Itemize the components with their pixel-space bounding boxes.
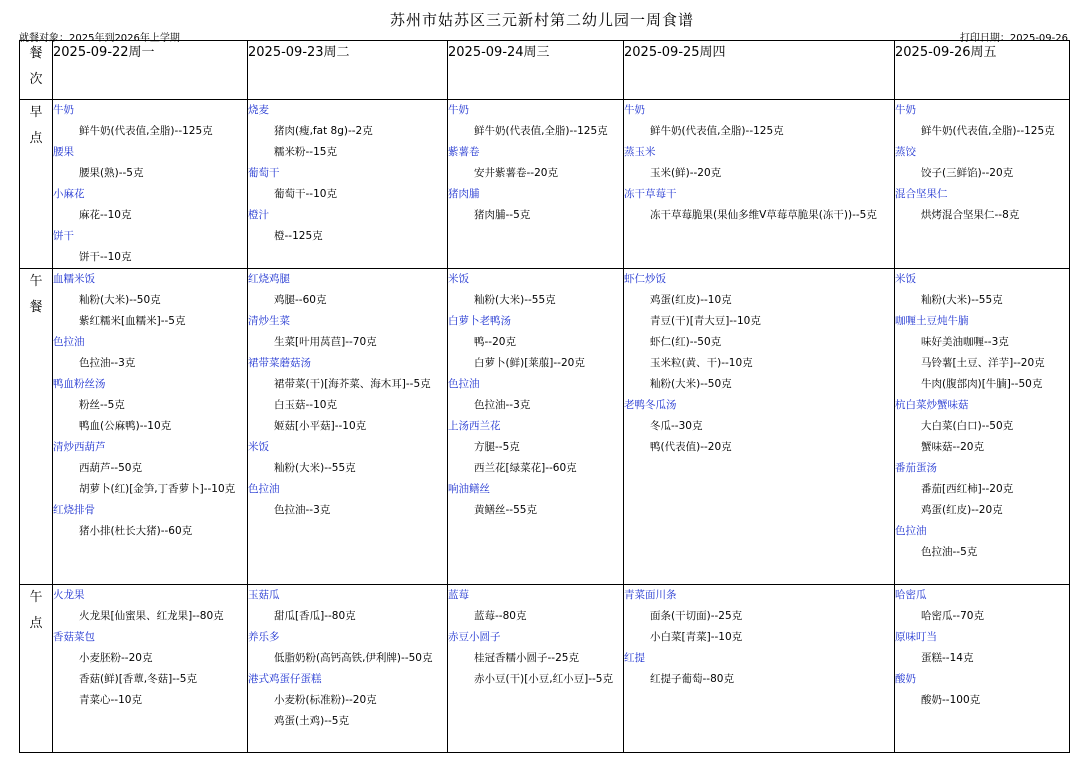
dish-name: 红烧排骨 bbox=[53, 504, 95, 516]
dish-name: 牛奶 bbox=[895, 104, 916, 116]
ingredient: 小麦胚粉--20克 bbox=[79, 652, 153, 664]
ingredient: 色拉油--3克 bbox=[474, 399, 531, 411]
ingredient: 粉丝--5克 bbox=[79, 399, 125, 411]
ingredient: 低脂奶粉(高钙高铁,伊利牌)--50克 bbox=[274, 652, 433, 664]
ingredient: 火龙果[仙蜜果、红龙果]--80克 bbox=[79, 610, 224, 622]
ingredient: 籼粉(大米)--55克 bbox=[474, 294, 556, 306]
day-header: 2025-09-24周三 bbox=[448, 41, 624, 100]
ingredient: 大白菜(白口)--50克 bbox=[921, 420, 1014, 432]
ingredient: 赤小豆(干)[小豆,红小豆]--5克 bbox=[474, 673, 613, 685]
day-header: 2025-09-22周一 bbox=[53, 41, 248, 100]
ingredient: 色拉油--3克 bbox=[79, 357, 136, 369]
menu-cell bbox=[248, 100, 448, 269]
dish-name: 蓝莓 bbox=[448, 589, 469, 601]
audience-label: 就餐对象：2025年到2026年上学期 bbox=[19, 33, 180, 44]
ingredient: 味好美油咖喱--3克 bbox=[921, 336, 1009, 348]
menu-cell bbox=[53, 100, 248, 269]
ingredient: 冬瓜--30克 bbox=[650, 420, 703, 432]
header-row bbox=[20, 41, 1070, 100]
menu-cell bbox=[895, 269, 1070, 585]
ingredient: 蛋糕--14克 bbox=[921, 652, 974, 664]
dish-name: 鸭血粉丝汤 bbox=[53, 378, 106, 390]
ingredient: 糯米粉--15克 bbox=[274, 146, 337, 158]
dish-name: 小麻花 bbox=[53, 188, 85, 200]
page-title: 苏州市姑苏区三元新村第二幼儿园一周食谱 bbox=[389, 11, 694, 29]
ingredient: 桂冠香糯小圆子--25克 bbox=[474, 652, 579, 664]
meal-label-char: 早 bbox=[29, 105, 43, 120]
dish-name: 冻干草莓干 bbox=[624, 188, 677, 200]
dish-name: 哈密瓜 bbox=[895, 589, 927, 601]
day-header: 2025-09-23周二 bbox=[248, 41, 448, 100]
menu-cell bbox=[624, 100, 895, 269]
dish-name: 橙汁 bbox=[248, 209, 269, 221]
dish-name: 清炒生菜 bbox=[248, 315, 290, 327]
menu-cell bbox=[624, 585, 895, 753]
meal-column-header bbox=[20, 41, 53, 100]
ingredient: 西葫芦--50克 bbox=[79, 462, 142, 474]
dish-name: 咖喱土豆炖牛腩 bbox=[895, 315, 969, 327]
ingredient: 鸡腿--60克 bbox=[274, 294, 327, 306]
ingredient: 白萝卜(鲜)[莱菔]--20克 bbox=[474, 357, 585, 369]
menu-cell bbox=[448, 585, 624, 753]
dish-name: 牛奶 bbox=[53, 104, 74, 116]
dish-name: 红提 bbox=[624, 652, 645, 664]
dish-name: 紫薯卷 bbox=[448, 146, 480, 158]
ingredient: 籼粉(大米)--55克 bbox=[274, 462, 356, 474]
meal-header-char: 餐 bbox=[29, 46, 43, 61]
ingredient: 饼干--10克 bbox=[79, 251, 132, 263]
ingredient: 小白菜[青菜]--10克 bbox=[650, 631, 743, 643]
ingredient: 鸡蛋(红皮)--20克 bbox=[921, 504, 1003, 516]
ingredient: 色拉油--5克 bbox=[921, 546, 978, 558]
dish-name: 虾仁炒饭 bbox=[624, 273, 666, 285]
ingredient: 虾仁(红)--50克 bbox=[650, 336, 722, 348]
dish-name: 杭白菜炒蟹味菇 bbox=[895, 399, 969, 411]
ingredient: 甜瓜[香瓜]--80克 bbox=[274, 610, 356, 622]
dish-name: 养乐多 bbox=[248, 631, 280, 643]
dish-name: 腰果 bbox=[53, 146, 74, 158]
meal-row bbox=[20, 269, 1070, 585]
dish-name: 港式鸡蛋仔蛋糕 bbox=[248, 673, 322, 685]
dish-name: 裙带菜蘑菇汤 bbox=[248, 357, 311, 369]
meal-label-char: 点 bbox=[29, 616, 43, 631]
ingredient: 玉米(鲜)--20克 bbox=[650, 167, 722, 179]
ingredient: 紫红糯米[血糯米]--5克 bbox=[79, 315, 186, 327]
day-header: 2025-09-25周四 bbox=[624, 41, 895, 100]
meal-label bbox=[20, 269, 53, 585]
ingredient: 籼粉(大米)--50克 bbox=[650, 378, 732, 390]
dish-name: 色拉油 bbox=[248, 483, 280, 495]
ingredient: 小麦粉(标准粉)--20克 bbox=[274, 694, 377, 706]
ingredient: 橙--125克 bbox=[274, 230, 323, 242]
ingredient: 麻花--10克 bbox=[79, 209, 132, 221]
ingredient: 籼粉(大米)--50克 bbox=[79, 294, 161, 306]
menu-cell bbox=[53, 269, 248, 585]
ingredient: 胡萝卜(红)[金笋,丁香萝卜]--10克 bbox=[79, 483, 236, 495]
ingredient: 方腿--5克 bbox=[474, 441, 520, 453]
meal-label-char: 午 bbox=[29, 274, 43, 289]
ingredient: 色拉油--3克 bbox=[274, 504, 331, 516]
ingredient: 鸡蛋(土鸡)--5克 bbox=[274, 715, 349, 727]
dish-name: 血糯米饭 bbox=[53, 273, 95, 285]
ingredient: 鸭血(公麻鸭)--10克 bbox=[79, 420, 172, 432]
dish-name: 青菜面川条 bbox=[624, 589, 677, 601]
menu-cell bbox=[248, 585, 448, 753]
ingredient: 面条(干切面)--25克 bbox=[650, 610, 743, 622]
dish-name: 牛奶 bbox=[448, 104, 469, 116]
ingredient: 鸭(代表值)--20克 bbox=[650, 441, 732, 453]
menu-cell bbox=[624, 269, 895, 585]
dish-name: 蒸玉米 bbox=[624, 146, 656, 158]
ingredient: 牛肉(腹部肉)[牛腩]--50克 bbox=[921, 378, 1043, 390]
print-date: 打印日期：2025-09-26 bbox=[959, 33, 1068, 44]
dish-name: 老鸭冬瓜汤 bbox=[624, 399, 677, 411]
ingredient: 裙带菜(干)[海芥菜、海木耳]--5克 bbox=[274, 378, 431, 390]
dish-name: 玉菇瓜 bbox=[248, 589, 280, 601]
meal-header-char: 次 bbox=[29, 72, 43, 87]
ingredient: 籼粉(大米)--55克 bbox=[921, 294, 1003, 306]
ingredient: 猪肉脯--5克 bbox=[474, 209, 531, 221]
menu-cell bbox=[448, 269, 624, 585]
ingredient: 红提子葡萄--80克 bbox=[650, 673, 734, 685]
menu-cell bbox=[895, 100, 1070, 269]
ingredient: 鸭--20克 bbox=[474, 336, 516, 348]
dish-name: 米饭 bbox=[448, 273, 469, 285]
dish-name: 原味叮当 bbox=[895, 631, 937, 643]
menu-cell bbox=[895, 585, 1070, 753]
ingredient: 哈密瓜--70克 bbox=[921, 610, 984, 622]
dish-name: 上汤西兰花 bbox=[448, 420, 501, 432]
dish-name: 清炒西葫芦 bbox=[53, 441, 106, 453]
dish-name: 蒸饺 bbox=[895, 146, 916, 158]
ingredient: 姬菇[小平菇]--10克 bbox=[274, 420, 367, 432]
dish-name: 葡萄干 bbox=[248, 167, 280, 179]
ingredient: 蓝莓--80克 bbox=[474, 610, 527, 622]
ingredient: 香菇(鲜)[香蕈,冬菇]--5克 bbox=[79, 673, 197, 685]
ingredient: 鲜牛奶(代表值,全脂)--125克 bbox=[79, 125, 213, 137]
ingredient: 青菜心--10克 bbox=[79, 694, 142, 706]
dish-name: 香菇菜包 bbox=[53, 631, 95, 643]
dish-name: 饼干 bbox=[53, 230, 74, 242]
dish-name: 火龙果 bbox=[53, 589, 85, 601]
ingredient: 冻干草莓脆果(果仙多维V草莓草脆果(冻干))--5克 bbox=[650, 209, 877, 221]
dish-name: 白萝卜老鸭汤 bbox=[448, 315, 511, 327]
meal-label-char: 餐 bbox=[29, 300, 43, 315]
ingredient: 生菜[叶用莴苣]--70克 bbox=[274, 336, 377, 348]
ingredient: 黄鳝丝--55克 bbox=[474, 504, 537, 516]
dish-name: 色拉油 bbox=[53, 336, 85, 348]
ingredient: 马铃薯[土豆、洋芋]--20克 bbox=[921, 357, 1045, 369]
dish-name: 猪肉脯 bbox=[448, 188, 480, 200]
ingredient: 烘烤混合坚果仁--8克 bbox=[921, 209, 1020, 221]
dish-name: 赤豆小圆子 bbox=[448, 631, 501, 643]
dish-name: 烧麦 bbox=[248, 104, 269, 116]
ingredient: 葡萄干--10克 bbox=[274, 188, 337, 200]
dish-name: 色拉油 bbox=[895, 525, 927, 537]
ingredient: 青豆(干)[青大豆]--10克 bbox=[650, 315, 761, 327]
ingredient: 腰果(熟)--5克 bbox=[79, 167, 144, 179]
ingredient: 蟹味菇--20克 bbox=[921, 441, 984, 453]
dish-name: 响油鳝丝 bbox=[448, 483, 490, 495]
ingredient: 西兰花[绿菜花]--60克 bbox=[474, 462, 577, 474]
dish-name: 米饭 bbox=[248, 441, 269, 453]
meal-label-char: 点 bbox=[29, 131, 43, 146]
meal-row bbox=[20, 585, 1070, 753]
dish-name: 番茄蛋汤 bbox=[895, 462, 937, 474]
menu-cell bbox=[53, 585, 248, 753]
dish-name: 酸奶 bbox=[895, 673, 916, 685]
meal-label bbox=[20, 100, 53, 269]
ingredient: 鲜牛奶(代表值,全脂)--125克 bbox=[921, 125, 1055, 137]
dish-name: 色拉油 bbox=[448, 378, 480, 390]
menu-cell bbox=[248, 269, 448, 585]
ingredient: 鲜牛奶(代表值,全脂)--125克 bbox=[474, 125, 608, 137]
dish-name: 红烧鸡腿 bbox=[248, 273, 290, 285]
ingredient: 猪肉(瘦,fat 8g)--2克 bbox=[274, 125, 373, 137]
dish-name: 米饭 bbox=[895, 273, 916, 285]
meal-row bbox=[20, 100, 1070, 269]
ingredient: 鲜牛奶(代表值,全脂)--125克 bbox=[650, 125, 784, 137]
ingredient: 鸡蛋(红皮)--10克 bbox=[650, 294, 732, 306]
day-header: 2025-09-26周五 bbox=[895, 41, 1070, 100]
ingredient: 玉米粒(黄、干)--10克 bbox=[650, 357, 753, 369]
ingredient: 酸奶--100克 bbox=[921, 694, 981, 706]
ingredient: 猪小排(杜长大猪)--60克 bbox=[79, 525, 193, 537]
dish-name: 混合坚果仁 bbox=[895, 188, 948, 200]
meal-label bbox=[20, 585, 53, 753]
menu-cell bbox=[448, 100, 624, 269]
dish-name: 牛奶 bbox=[624, 104, 645, 116]
ingredient: 饺子(三鲜馅)--20克 bbox=[921, 167, 1014, 179]
weekly-menu-table bbox=[19, 40, 1070, 753]
meal-label-char: 午 bbox=[29, 590, 43, 605]
ingredient: 安井紫薯卷--20克 bbox=[474, 167, 558, 179]
ingredient: 番茄[西红柿]--20克 bbox=[921, 483, 1014, 495]
ingredient: 白玉菇--10克 bbox=[274, 399, 337, 411]
menu-body bbox=[20, 100, 1070, 753]
